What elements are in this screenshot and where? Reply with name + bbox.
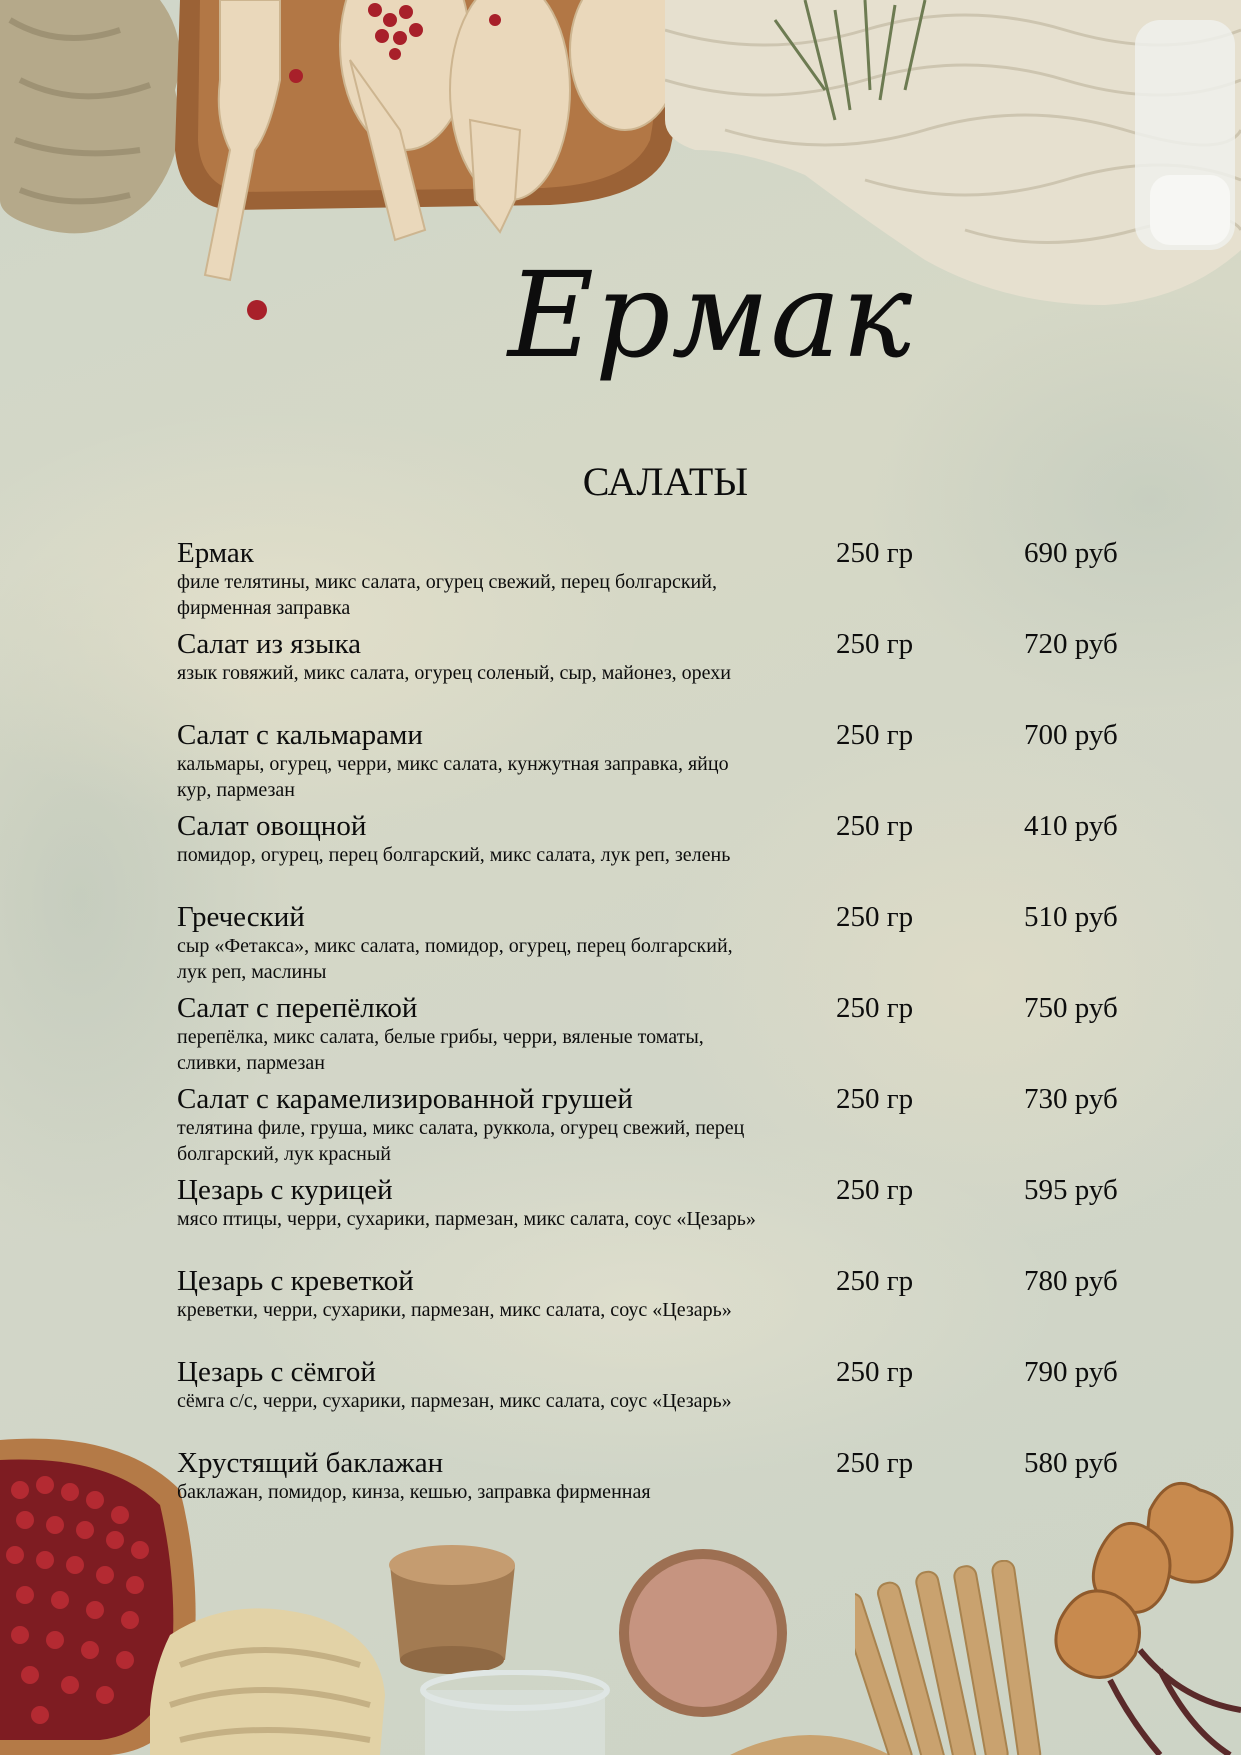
dish-weight: 250 гр (836, 1265, 914, 1297)
dish-price: 690 руб (1024, 537, 1118, 569)
dish-price: 790 руб (1024, 1356, 1118, 1388)
cork-stopper-image (385, 1545, 520, 1675)
dish-price: 410 руб (1024, 810, 1118, 842)
dish-name: Цезарь с курицей (177, 1174, 393, 1206)
dish-name: Цезарь с креветкой (177, 1265, 414, 1297)
dish-description: креветки, черри, сухарики, пармезан, микс салата, соус «Цезарь» (177, 1299, 732, 1321)
dish-name: Салат с карамелизированной грушей (177, 1083, 633, 1115)
cork-slice-image (615, 1545, 790, 1720)
dish-price: 700 руб (1024, 719, 1118, 751)
dish-item (0, 991, 1241, 1079)
dish-item (0, 718, 1241, 806)
dish-price: 595 руб (1024, 1174, 1118, 1206)
dish-weight: 250 гр (836, 901, 914, 933)
dish-description: мясо птицы, черри, сухарики, пармезан, микс салата, соус «Цезарь» (177, 1208, 756, 1230)
dish-description: язык говяжий, микс салата, огурец соленый, сыр, майонез, орехи (177, 662, 731, 684)
dish-weight: 250 гр (836, 810, 914, 842)
dish-weight: 250 гр (836, 719, 914, 751)
section-title: САЛАТЫ (582, 459, 749, 504)
dish-item (0, 1264, 1241, 1352)
dish-name: Салат с перепёлкой (177, 992, 418, 1024)
dish-price: 720 руб (1024, 628, 1118, 660)
dish-item (0, 1446, 1241, 1534)
dish-price: 510 руб (1024, 901, 1118, 933)
dish-description: помидор, огурец, перец болгарский, микс салата, лук реп, зелень (177, 844, 731, 866)
dish-item (0, 809, 1241, 897)
glass-jar-image (415, 1670, 615, 1755)
dish-item (0, 627, 1241, 715)
dish-description: филе телятины, микс салата, огурец свежий, перец болгарский, фирменная заправка (177, 571, 717, 619)
dish-description: сёмга с/с, черри, сухарики, пармезан, микс салата, соус «Цезарь» (177, 1390, 732, 1412)
dish-price: 780 руб (1024, 1265, 1118, 1297)
dish-item (0, 1082, 1241, 1170)
dish-item (0, 1355, 1241, 1443)
dish-weight: 250 гр (836, 1174, 914, 1206)
dish-name: Ермак (177, 537, 254, 569)
dish-weight: 250 гр (836, 1447, 914, 1479)
dish-price: 730 руб (1024, 1083, 1118, 1115)
burlap-cloth-bottom-image (150, 1595, 390, 1755)
dish-name: Цезарь с сёмгой (177, 1356, 376, 1388)
dish-weight: 250 гр (836, 537, 914, 569)
dish-name: Салат с кальмарами (177, 719, 423, 751)
dish-item (0, 1173, 1241, 1261)
dish-price: 580 руб (1024, 1447, 1118, 1479)
dish-name: Хрустящий баклажан (177, 1447, 444, 1479)
dish-weight: 250 гр (836, 1083, 914, 1115)
dish-name: Салат из языка (177, 628, 362, 660)
dish-weight: 250 гр (836, 992, 914, 1024)
dish-item (0, 536, 1241, 624)
dish-description: кальмары, огурец, черри, микс салата, кунжутная заправка, яйцо кур, пармезан (177, 753, 729, 801)
dish-description: телятина филе, груша, микс салата, руккола, огурец свежий, перец болгарский, лук красный (177, 1117, 745, 1165)
dish-price: 750 руб (1024, 992, 1118, 1024)
dish-item (0, 900, 1241, 988)
dish-weight: 250 гр (836, 628, 914, 660)
dish-description: перепёлка, микс салата, белые грибы, черри, вяленые томаты, сливки, пармезан (177, 1026, 704, 1074)
dish-name: Салат овощной (177, 810, 367, 842)
dish-weight: 250 гр (836, 1356, 914, 1388)
restaurant-title: Ермак (507, 246, 914, 384)
dish-name: Греческий (177, 901, 305, 933)
dish-description: баклажан, помидор, кинза, кешью, заправка фирменная (177, 1481, 651, 1503)
dish-description: сыр «Фетакса», микс салата, помидор, огурец, перец болгарский, лук реп, маслины (177, 935, 733, 983)
